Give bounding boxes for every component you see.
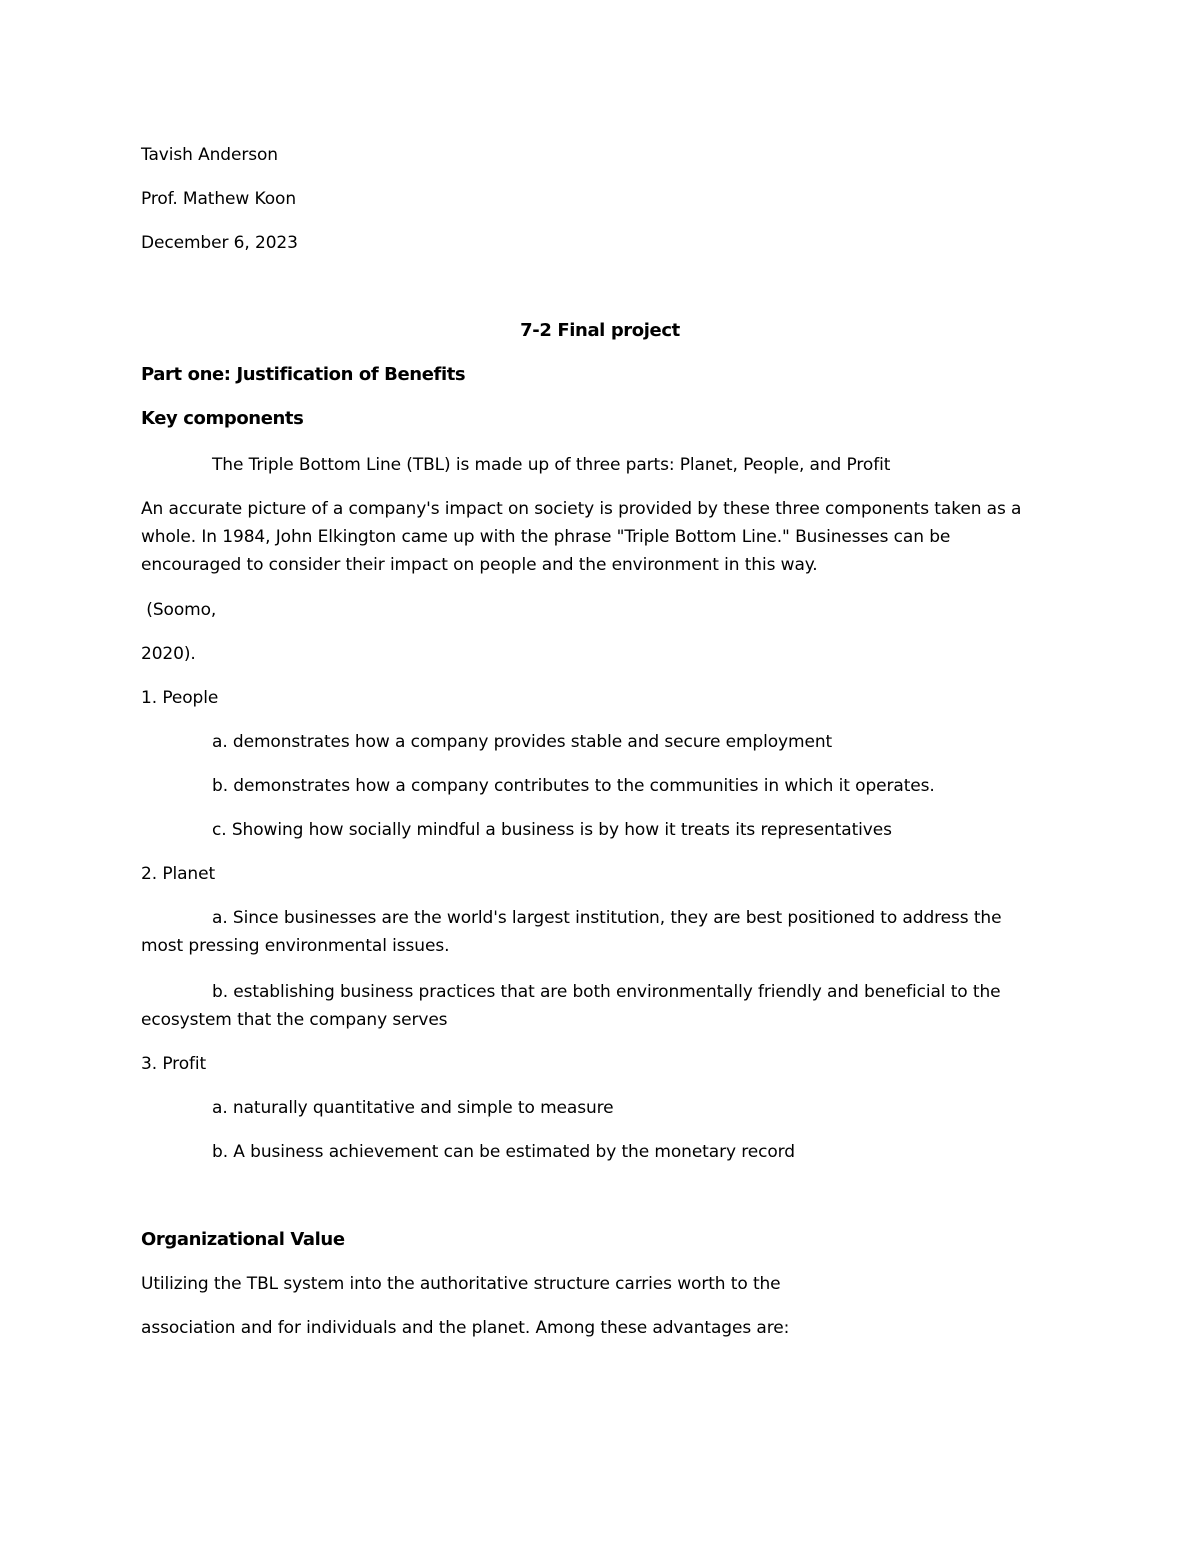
organizational-value-line-2: association and for individuals and the planet. Among these advantages are: — [141, 1318, 790, 1338]
paragraph-line-1: An accurate picture of a company's impact on society is provided by these three components taken as a — [141, 499, 1022, 519]
organizational-value-line-1: Utilizing the TBL system into the authoritative structure carries worth to the — [141, 1274, 781, 1294]
profit-item-b: b. A business achievement can be estimated by the monetary record — [212, 1142, 795, 1162]
tbl-intro: The Triple Bottom Line (TBL) is made up of three parts: Planet, People, and Profit — [212, 455, 891, 475]
people-item-b: b. demonstrates how a company contributes to the communities in which it operates. — [212, 776, 935, 796]
planet-label: 2. Planet — [141, 864, 216, 884]
people-item-a: a. demonstrates how a company provides stable and secure employment — [212, 732, 833, 752]
part-one-heading: Part one: Justification of Benefits — [141, 364, 466, 385]
profit-item-a: a. naturally quantitative and simple to measure — [212, 1098, 614, 1118]
citation-line-2: 2020). — [141, 644, 196, 664]
planet-item-b-line-2: ecosystem that the company serves — [141, 1010, 448, 1030]
planet-item-a-line-1: a. Since businesses are the world's largest institution, they are best positioned to address the — [212, 908, 1002, 928]
paragraph-line-3: encouraged to consider their impact on people and the environment in this way. — [141, 555, 818, 575]
planet-item-a-line-2: most pressing environmental issues. — [141, 936, 450, 956]
key-components-heading: Key components — [141, 408, 304, 429]
people-item-c: c. Showing how socially mindful a business is by how it treats its representatives — [212, 820, 892, 840]
people-label: 1. People — [141, 688, 219, 708]
document-title: 7-2 Final project — [520, 320, 680, 341]
document-date: December 6, 2023 — [141, 233, 298, 253]
profit-label: 3. Profit — [141, 1054, 207, 1074]
citation-line-1: (Soomo, — [141, 600, 217, 620]
planet-item-b-line-1: b. establishing business practices that are both environmentally friendly and beneficial to the — [212, 982, 1001, 1002]
paragraph-line-2: whole. In 1984, John Elkington came up with the phrase "Triple Bottom Line." Businesses can be — [141, 527, 951, 547]
professor-name: Prof. Mathew Koon — [141, 189, 296, 209]
organizational-value-heading: Organizational Value — [141, 1229, 345, 1250]
author-name: Tavish Anderson — [141, 145, 278, 165]
